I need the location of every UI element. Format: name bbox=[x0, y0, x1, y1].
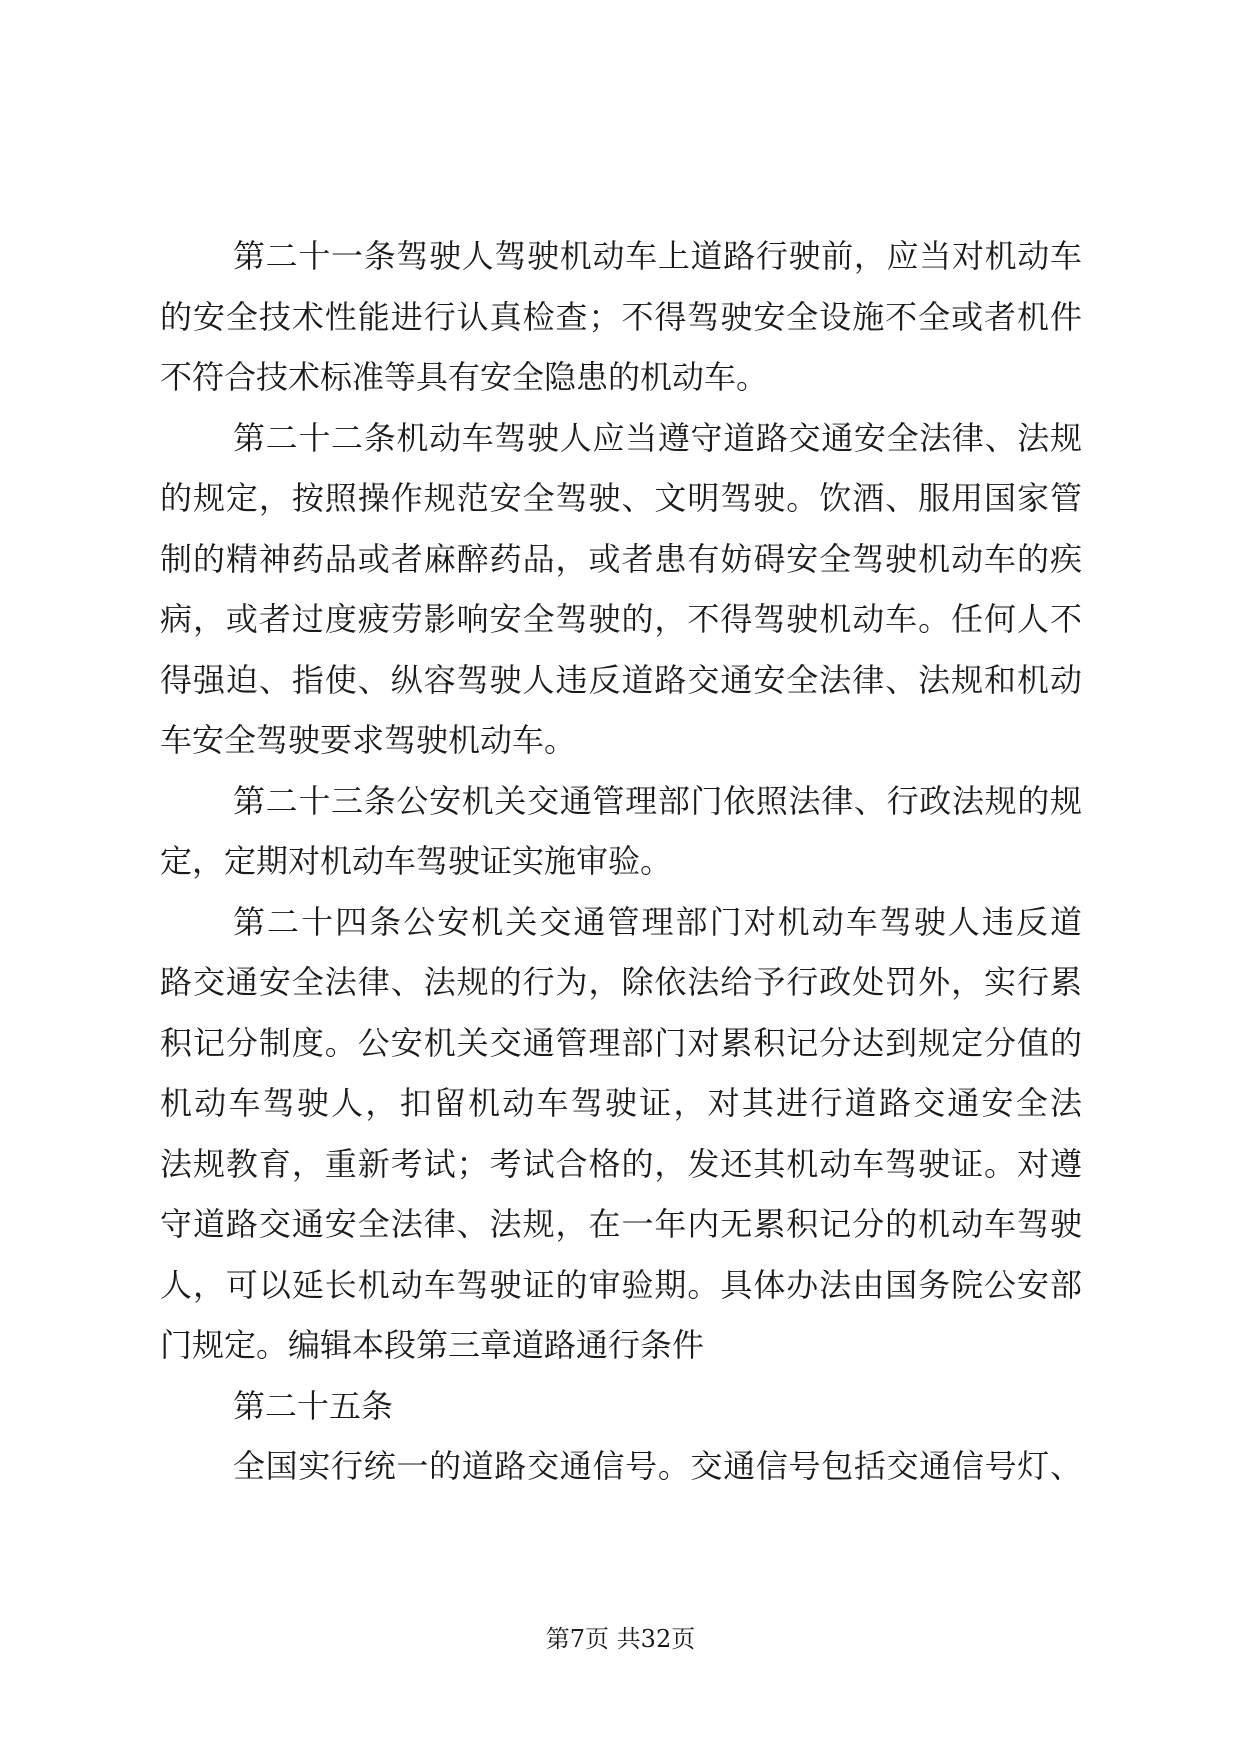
text-line-content: 的安全技术性能进行认真检查；不得驾驶安全设施不全或者机件 bbox=[160, 298, 1082, 336]
text-line-content: 机动车驾驶人，扣留机动车驾驶证，对其进行道路交通安全法 bbox=[160, 1084, 1082, 1122]
text-line-content: 全国实行统一的道路交通信号。交通信号包括交通信号灯、 bbox=[233, 1447, 1082, 1485]
text-line bbox=[0, 1376, 1241, 1436]
text-line-content: 第二十三条公安机关交通管理部门依照法律、行政法规的规 bbox=[233, 782, 1082, 820]
text-line-content: 不符合技术标准等具有安全隐患的机动车。 bbox=[160, 358, 769, 396]
text-line bbox=[0, 1315, 1241, 1375]
text-line bbox=[0, 1013, 1241, 1073]
text-line-content: 门规定。编辑本段第三章道路通行条件 bbox=[160, 1326, 705, 1364]
text-line-content: 守道路交通安全法律、法规，在一年内无累积记分的机动车驾驶 bbox=[160, 1205, 1082, 1243]
text-line-content: 路交通安全法律、法规的行为，除依法给予行政处罚外，实行累 bbox=[160, 963, 1082, 1001]
text-line-content: 人，可以延长机动车驾驶证的审验期。具体办法由国务院公安部 bbox=[160, 1266, 1082, 1304]
page-footer bbox=[0, 1624, 1241, 1654]
text-line bbox=[0, 1255, 1241, 1315]
text-line bbox=[0, 226, 1241, 286]
text-line-content: 第二十一条驾驶人驾驶机动车上道路行驶前，应当对机动车 bbox=[233, 237, 1082, 275]
text-line bbox=[0, 1073, 1241, 1133]
page-number: 第7页 共32页 bbox=[545, 1625, 696, 1653]
text-line-content: 积记分制度。公安机关交通管理部门对累积记分达到规定分值的 bbox=[160, 1024, 1082, 1062]
text-line bbox=[0, 1194, 1241, 1254]
text-line bbox=[0, 287, 1241, 347]
text-line-content: 病，或者过度疲劳影响安全驾驶的，不得驾驶机动车。任何人不 bbox=[160, 600, 1082, 638]
text-line-content: 的规定，按照操作规范安全驾驶、文明驾驶。饮酒、服用国家管 bbox=[160, 479, 1082, 517]
text-line bbox=[0, 771, 1241, 831]
text-line-content: 第二十二条机动车驾驶人应当遵守道路交通安全法律、法规 bbox=[233, 419, 1082, 457]
text-line-content: 第二十五条 bbox=[233, 1387, 394, 1425]
text-line-content: 第二十四条公安机关交通管理部门对机动车驾驶人违反道 bbox=[233, 903, 1082, 941]
text-line bbox=[0, 468, 1241, 528]
text-line bbox=[0, 408, 1241, 468]
text-line-content: 定，定期对机动车驾驶证实施审验。 bbox=[160, 842, 673, 880]
text-line bbox=[0, 892, 1241, 952]
text-line bbox=[0, 650, 1241, 710]
text-line-content: 制的精神药品或者麻醉药品，或者患有妨碍安全驾驶机动车的疾 bbox=[160, 540, 1082, 578]
text-line bbox=[0, 1436, 1241, 1496]
text-line-content: 得强迫、指使、纵容驾驶人违反道路交通安全法律、法规和机动 bbox=[160, 661, 1082, 699]
text-line-content: 法规教育，重新考试；考试合格的，发还其机动车驾驶证。对遵 bbox=[160, 1145, 1082, 1183]
text-line bbox=[0, 1134, 1241, 1194]
text-line bbox=[0, 589, 1241, 649]
text-line bbox=[0, 952, 1241, 1012]
text-line bbox=[0, 831, 1241, 891]
text-line bbox=[0, 529, 1241, 589]
text-line-content: 车安全驾驶要求驾驶机动车。 bbox=[160, 721, 577, 759]
text-line bbox=[0, 347, 1241, 407]
text-line bbox=[0, 710, 1241, 770]
